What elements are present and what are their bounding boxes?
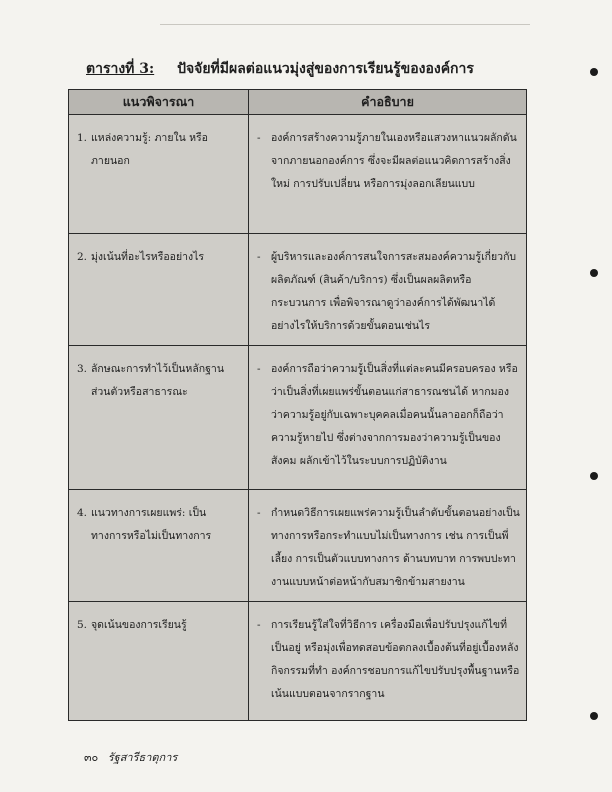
factor-cell — [69, 115, 249, 234]
table-row — [69, 234, 527, 346]
description-text: กำหนดวิธีการเผยแพร่ความรู้เป็นลำดับขั้นตอนอย่างเป็นทางการหรือกระทำแบบไม่เป็นทางการ เช่น การเป็นพี่เลี้ยง การเป็นตัวแบบทางการ ด้านบทบาท การพบปะทางานแบบหน้าต่อหน้ากับสมาชิกข้ามสายงาน — [271, 507, 520, 588]
bullet-dash: - — [257, 507, 261, 519]
description-cell — [249, 234, 527, 346]
bullet-dash: - — [257, 363, 261, 375]
description-cell — [249, 490, 527, 602]
row-number: 3. — [77, 363, 88, 375]
row-number: 2. — [77, 251, 88, 263]
factor-text: จุดเน้นของการเรียนรู้ — [91, 619, 187, 631]
table-title-text: ปัจจัยที่มีผลต่อแนวมุ่งสู่ของการเรียนรู้ขององค์การ — [177, 61, 474, 77]
factor-cell — [69, 602, 249, 721]
description-text: การเรียนรู้ใส่ใจที่วิธีการ เครื่องมือเพื่อปรับปรุงแก้ไขที่เป็นอยู่ หรือมุ่งเพื่อทดสอบข้อตกลงเบื้องต้นที่อยู่เบื้องหลังกิจกรรมที่ทำ องค์การชอบการแก้ไขปรับปรุงพื้นฐานหรือเน้นแบบตอนจากรากฐาน — [271, 619, 520, 700]
table-row — [69, 115, 527, 234]
factors-table — [68, 89, 527, 721]
factor-cell — [69, 490, 249, 602]
description-text: องค์การถือว่าความรู้เป็นสิ่งที่แต่ละคนมีครอบครอง หรือว่าเป็นสิ่งที่เผยแพร่ขั้นตอนแก่สาธารณชนได้ หากมองว่าความรู้อยู่กับเฉพาะบุคคลเมื่อคนนั้นลาออกก็ถือว่าความรู้หายไป ซึ่งต่างจากการมองว่าความรู้เป็นของสังคม ผลักเข้าไว้ในระบบการปฏิบัติงาน — [271, 363, 518, 467]
row-number: 5. — [77, 619, 88, 631]
description-cell — [249, 115, 527, 234]
table-row — [69, 346, 527, 490]
description-cell — [249, 346, 527, 490]
page-number: ๓๐ — [84, 751, 99, 764]
binder-hole-icon — [590, 712, 598, 720]
bullet-dash: - — [257, 619, 261, 631]
header-description: คำอธิบาย — [249, 90, 527, 115]
factor-text: มุ่งเน้นที่อะไรหรืออย่างไร — [91, 251, 205, 263]
table-title-label: ตารางที่ 3: — [86, 61, 155, 77]
page-footer — [84, 748, 177, 766]
factor-text: ลักษณะการทำไว้เป็นหลักฐานส่วนตัวหรือสาธารณะ — [91, 363, 224, 398]
table-row — [69, 490, 527, 602]
top-rule — [160, 24, 530, 25]
table-header-row — [69, 90, 527, 115]
factor-text: แนวทางการเผยแพร่: เป็นทางการหรือไม่เป็นทางการ — [91, 507, 212, 542]
table-row — [69, 602, 527, 721]
bullet-dash: - — [257, 251, 261, 263]
factor-text: แหล่งความรู้: ภายใน หรือ ภายนอก — [91, 132, 208, 167]
description-cell — [249, 602, 527, 721]
row-number: 1. — [77, 132, 88, 144]
binder-hole-icon — [590, 472, 598, 480]
journal-name: รัฐสารีธาตุการ — [107, 751, 178, 764]
bullet-dash: - — [257, 132, 261, 144]
table-title — [86, 58, 546, 80]
header-consideration: แนวพิจารณา — [69, 90, 249, 115]
binder-hole-icon — [590, 269, 598, 277]
factor-cell — [69, 234, 249, 346]
description-text: ผู้บริหารและองค์การสนใจการสะสมองค์ความรู้เกี่ยวกับผลิตภัณฑ์ (สินค้า/บริการ) ซึ่งเป็นผลผลิตหรือกระบวนการ เพื่อพิจารณาดูว่าองค์การได้พัฒนาได้อย่างไรให้บริการด้วยขั้นตอนเช่นไร — [271, 251, 517, 332]
binder-hole-icon — [590, 68, 598, 76]
description-text: องค์การสร้างความรู้ภายในเองหรือแสวงหาแนวผลักดันจากภายนอกองค์การ ซึ่งจะมีผลต่อแนวคิดการสร้างสิ่งใหม่ การปรับเปลี่ยน หรือการมุ่งลอกเลียนแบบ — [271, 132, 517, 190]
factor-cell — [69, 346, 249, 490]
row-number: 4. — [77, 507, 88, 519]
